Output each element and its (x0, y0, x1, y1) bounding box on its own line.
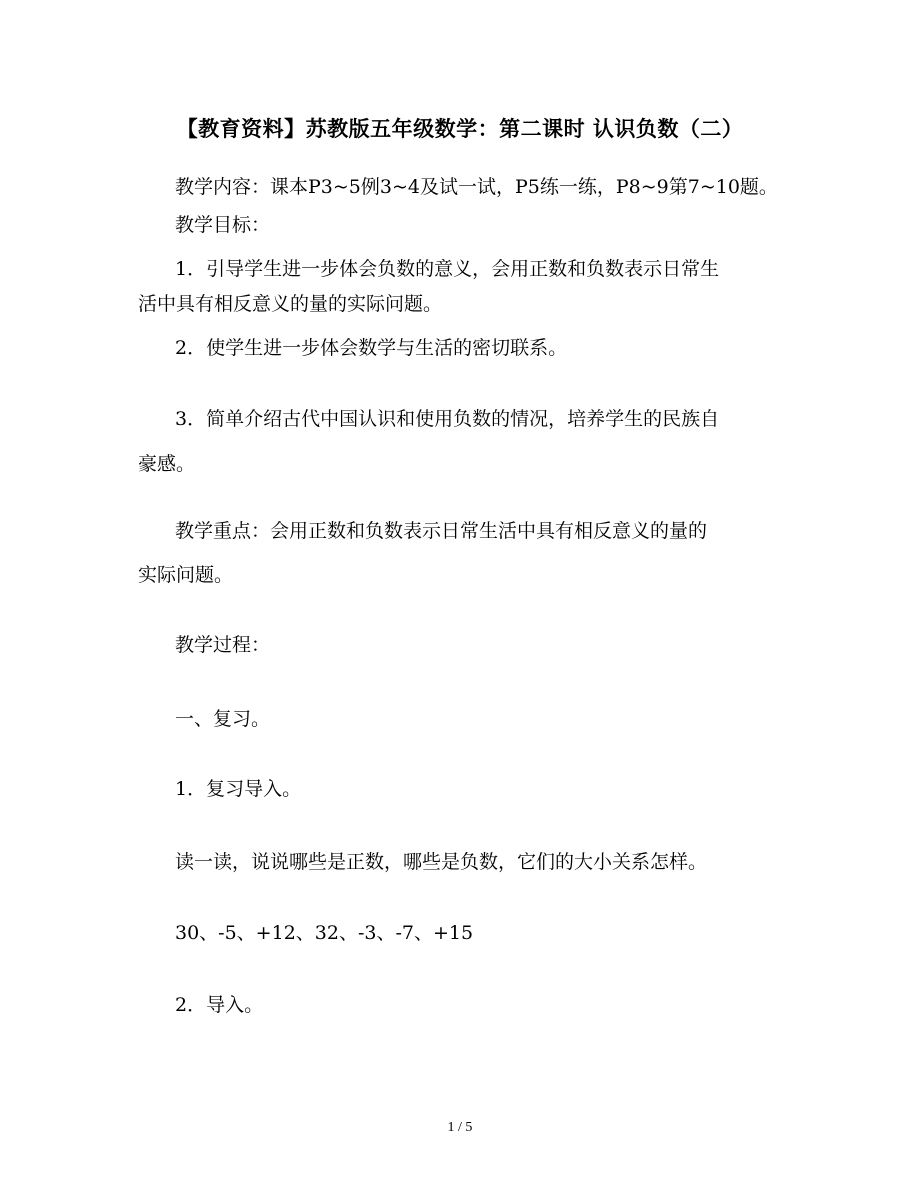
teaching-process-heading: 教学过程： (175, 634, 271, 656)
page-indicator: 1 / 5 (447, 1120, 473, 1135)
document-title: 【教育资料】苏教版五年级数学：第二课时 认识负数（二） (176, 116, 744, 141)
review-intro-heading: 1．复习导入。 (175, 778, 302, 800)
goal-2: 2．使学生进一步体会数学与生活的密切联系。 (175, 337, 568, 359)
read-instruction: 读一读，说说哪些是正数，哪些是负数，它们的大小关系怎样。 (175, 851, 708, 873)
goal-1-line-2: 活中具有相反意义的量的实际问题。 (138, 293, 443, 315)
key-point-line-1: 教学重点：会用正数和负数表示日常生活中具有相反意义的量的 (175, 520, 708, 542)
number-list: 30、-5、+12、32、-3、-7、+15 (175, 922, 474, 944)
goal-3-line-1: 3．简单介绍古代中国认识和使用负数的情况，培养学生的民族自 (175, 408, 720, 430)
intro-heading: 2．导入。 (175, 994, 264, 1016)
teaching-goals-heading: 教学目标： (175, 214, 271, 236)
teaching-content: 教学内容：课本P3~5例3~4及试一试，P5练一练，P8~9第7~10题。 (175, 176, 778, 198)
goal-3-line-2: 豪感。 (138, 453, 196, 475)
goal-1-line-1: 1．引导学生进一步体会负数的意义，会用正数和负数表示日常生 (175, 258, 720, 280)
section-review-heading: 一、复习。 (175, 708, 271, 730)
key-point-line-2: 实际问题。 (138, 564, 234, 586)
